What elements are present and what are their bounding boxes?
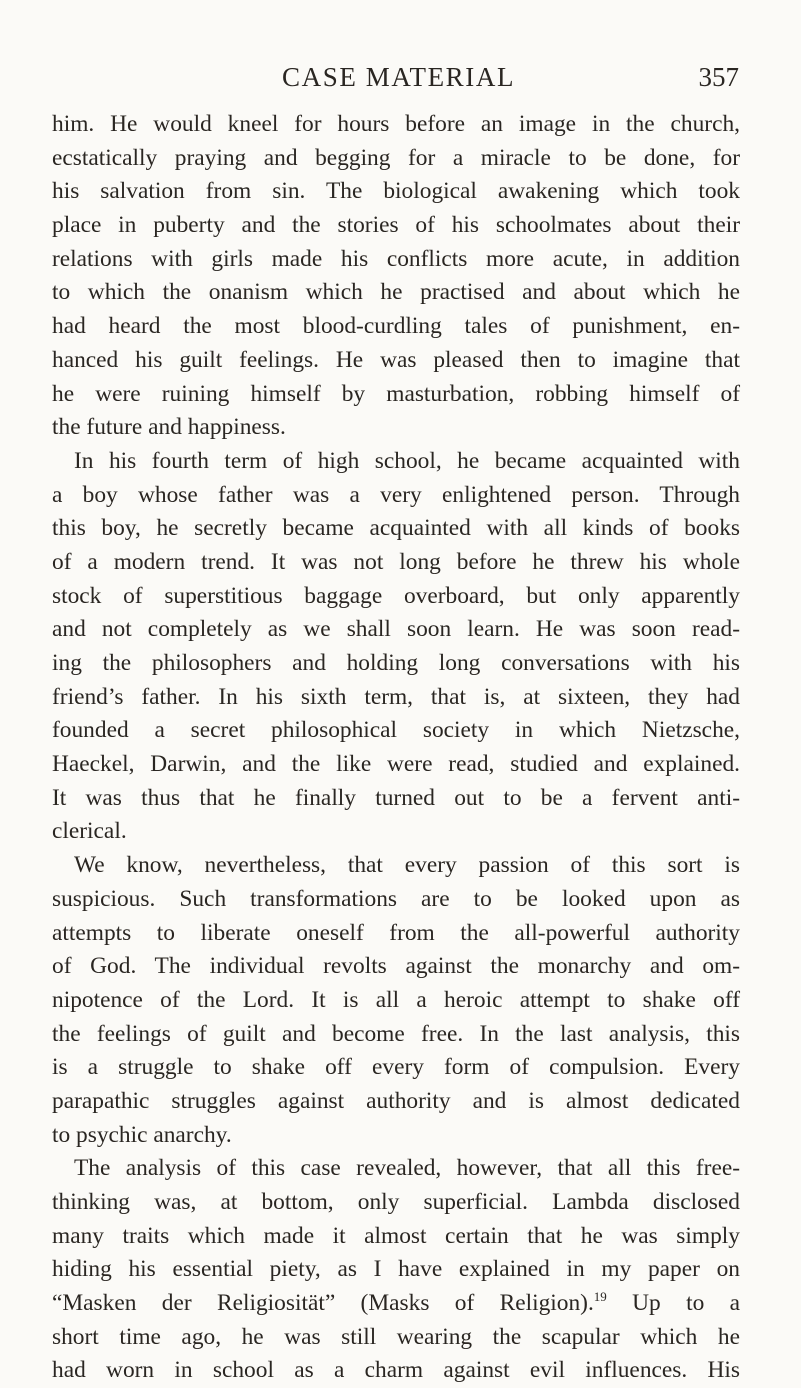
footnote-reference[interactable]: 19 (593, 1289, 607, 1305)
text-line: parapathic struggles against authority and is almost dedicated (52, 1087, 740, 1114)
text-line: and not completely as we shall soon learn. He was soon read- (52, 616, 740, 643)
text-line: many traits which made it almost certain that he was simply (52, 1222, 740, 1249)
text-line: nipotence of the Lord. It is all a heroic attempt to shake off (52, 986, 740, 1013)
text-line: hiding his essential piety, as I have explained in my paper on (52, 1256, 740, 1283)
page-number: 357 (698, 62, 739, 92)
text-line: In his fourth term of high school, he became acquainted with (74, 447, 740, 474)
text-line: of God. The individual revolts against the monarchy and om- (52, 953, 740, 980)
text-line: his salvation from sin. The biological awakening which took (52, 178, 740, 205)
text-line: ecstatically praying and begging for a miracle to be done, for (52, 144, 740, 171)
text-line: attempts to liberate oneself from the all-powerful authority (52, 919, 740, 946)
text-line: clerical. (52, 818, 127, 845)
text-line: the future and happiness. (52, 414, 286, 441)
text-line: Haeckel, Darwin, and the like were read, studied and explained. (52, 751, 740, 778)
text-line: friend’s father. In his sixth term, that is, at sixteen, they had (52, 683, 740, 710)
text-line: It was thus that he finally turned out to be a fervent anti- (52, 784, 740, 811)
body-text (52, 108, 740, 1388)
text-line-segment: Up to a (632, 1290, 740, 1317)
text-line: The analysis of this case revealed, however, that all this free- (74, 1155, 740, 1182)
text-line: We know, nevertheless, that every passion of this sort is (74, 852, 740, 879)
text-line: hanced his guilt feelings. He was pleased then to imagine that (52, 346, 740, 373)
text-line: relations with girls made his conflicts more acute, in addition (52, 245, 740, 272)
text-line: to which the onanism which he practised and about which he (52, 279, 740, 306)
text-line: of a modern trend. It was not long before he threw his whole (52, 548, 740, 575)
running-head (0, 60, 801, 94)
text-line: had heard the most blood-curdling tales of punishment, en- (52, 313, 740, 340)
text-line: short time ago, he was still wearing the scapular which he (52, 1323, 740, 1350)
text-line: had worn in school as a charm against evil influences. His (52, 1357, 740, 1384)
text-line: suspicious. Such transformations are to be looked upon as (52, 885, 740, 912)
text-line: thinking was, at bottom, only superficial. Lambda disclosed (52, 1189, 740, 1215)
text-line: this boy, he secretly became acquainted with all kinds of books (52, 515, 740, 542)
text-line (52, 1287, 740, 1321)
text-line: ing the philosophers and holding long conversations with his (52, 650, 740, 676)
text-line: is a struggle to shake off every form of compulsion. Every (52, 1054, 740, 1081)
text-line: a boy whose father was a very enlightened person. Through (52, 481, 740, 508)
running-head-title: CASE MATERIAL (282, 62, 516, 92)
text-line: him. He would kneel for hours before an image in the church, (52, 111, 740, 137)
text-line: stock of superstitious baggage overboard, but only apparently (52, 582, 740, 609)
text-line: the feelings of guilt and become free. In the last analysis, this (52, 1020, 740, 1047)
text-line: place in puberty and the stories of his schoolmates about their (52, 212, 740, 239)
text-line: to psychic anarchy. (52, 1121, 232, 1148)
text-line-segment: “Masken der Religiosität” (Masks of Religion). (52, 1290, 594, 1317)
text-line: he were ruining himself by masturbation, robbing himself of (52, 380, 740, 407)
text-line: founded a secret philosophical society in which Nietzsche, (52, 717, 740, 744)
